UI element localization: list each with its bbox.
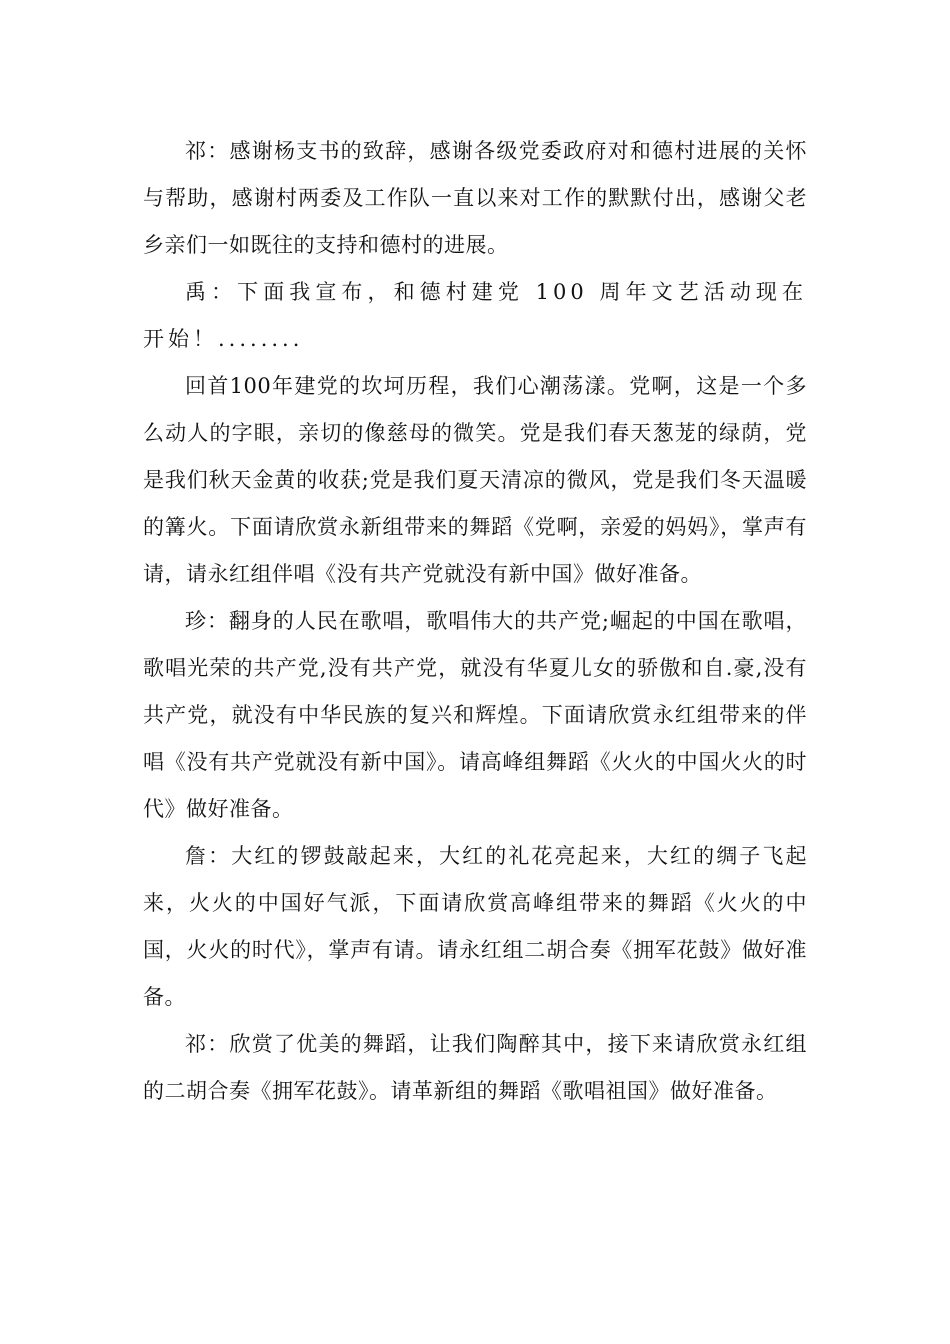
paragraph-qi-thanks: 祁：感谢杨支书的致辞，感谢各级党委政府对和德村进展的关怀与帮助，感谢村两委及工作队一直以来对工作的默默付出，感谢父老乡亲们一如既往的支持和德村的进展。 xyxy=(143,139,807,257)
paragraph-yu-announcement: 禹：下面我宣布，和德村建党 100 周年文艺活动现在开始！........ xyxy=(143,280,807,351)
paragraph-zhen-singing: 珍：翻身的人民在歌唱，歌唱伟大的共产党;崛起的中国在歌唱，歌唱光荣的共产党,没有共产党，就没有华夏儿女的骄傲和自.豪,没有共产党，就没有中华民族的复兴和辉煌。下面请欣赏永红组带来的伴唱《没有共产党就没有新中国》。请高峰组舞蹈《火火的中国火火的时代》做好准备。 xyxy=(143,609,807,821)
document-body xyxy=(143,128,807,1115)
paragraph-party-history: 回首100年建党的坎坷历程，我们心潮荡漾。党啊，这是一个多么动人的字眼，亲切的像慈母的微笑。党是我们春天葱茏的绿荫，党是我们秋天金黄的收获;党是我们夏天清凉的微风，党是我们冬天温暖的篝火。下面请欣赏永新组带来的舞蹈《党啊，亲爱的妈妈》，掌声有请，请永红组伴唱《没有共产党就没有新中国》做好准备。 xyxy=(143,374,807,586)
paragraph-zhan-drums: 詹：大红的锣鼓敲起来，大红的礼花亮起来，大红的绸子飞起来，火火的中国好气派，下面请欣赏高峰组带来的舞蹈《火火的中国，火火的时代》，掌声有请。请永红组二胡合奏《拥军花鼓》做好准备。 xyxy=(143,844,807,1009)
paragraph-qi-erhu: 祁：欣赏了优美的舞蹈，让我们陶醉其中，接下来请欣赏永红组的二胡合奏《拥军花鼓》。请革新组的舞蹈《歌唱祖国》做好准备。 xyxy=(143,1032,807,1103)
